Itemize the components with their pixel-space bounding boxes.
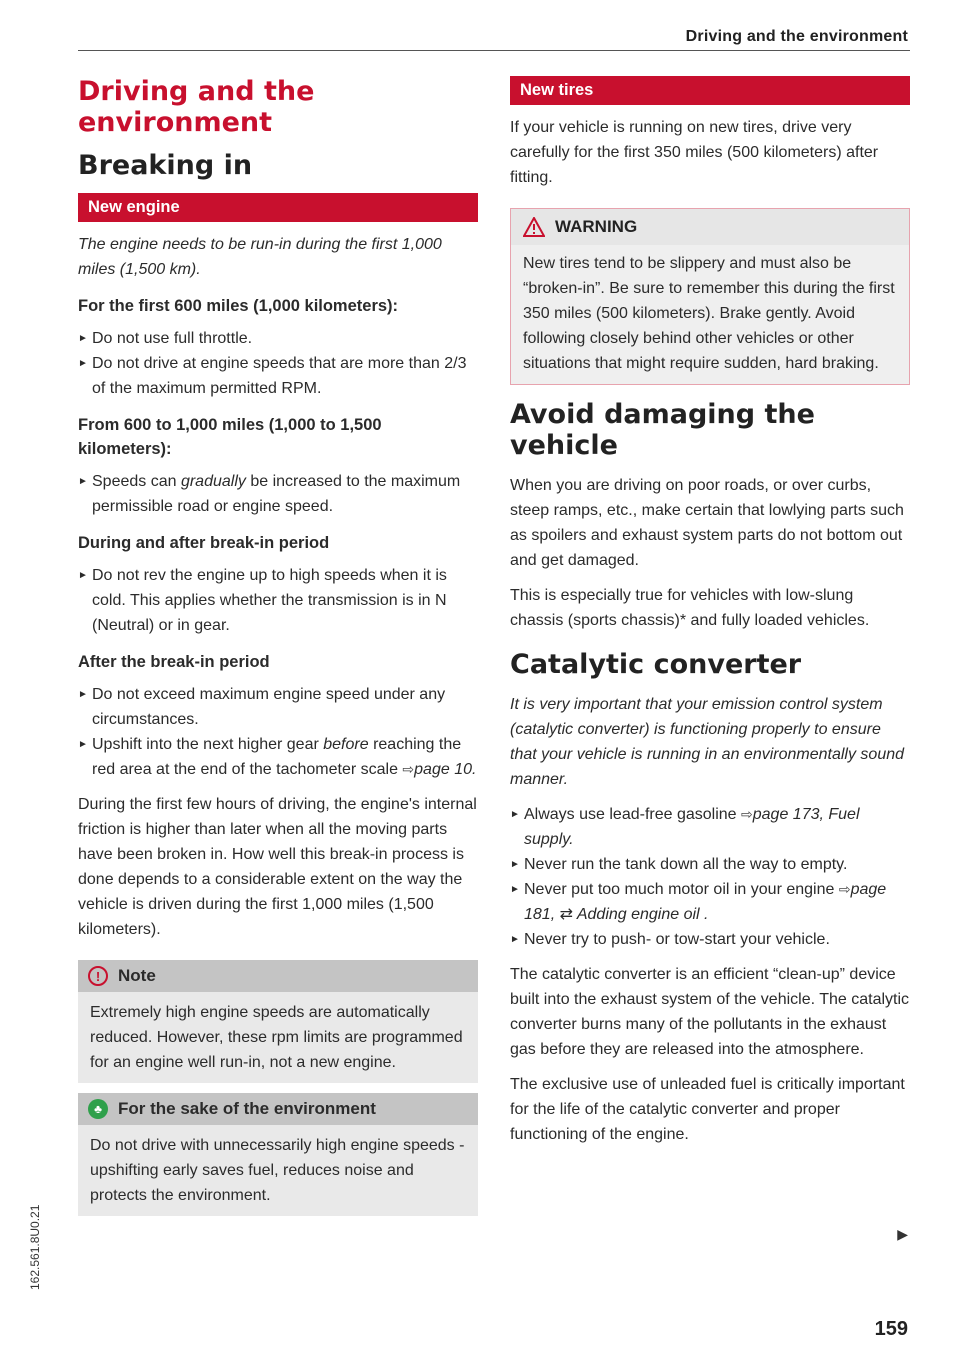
page-reference-arrow-icon: ⇨ [838, 881, 851, 897]
list-item: ► Do not rev the engine up to high speeds when it is cold. This applies whether the transmission is in N (Neutral) or in gear. [78, 563, 478, 638]
catalytic-paragraph-2: The exclusive use of unleaded fuel is critically important for the life of the catalytic converter and proper functioning of the engine. [510, 1076, 905, 1143]
right-column [510, 76, 910, 1157]
text: Upshift into the next higher gear [92, 736, 324, 753]
text: reaching the red area at the end of the tachometer scale [92, 736, 462, 778]
subheading-during-after: During and after break-in period [78, 534, 330, 552]
text: Speeds can [92, 473, 181, 490]
list-item [510, 802, 910, 852]
tires-paragraph: If your vehicle is running on new tires, drive very carefully for the first 350 miles (500 kilometers) after fitting. [510, 119, 879, 186]
catalytic-title: Catalytic converter [510, 649, 802, 680]
warning-header [511, 209, 909, 245]
environment-body [78, 1125, 478, 1216]
list-600-1000 [78, 469, 478, 519]
list-first-600 [78, 326, 478, 401]
warning-title: WARNING [555, 217, 638, 236]
note-title: Note [118, 966, 156, 985]
subsection-bar-new-engine: New engine [78, 193, 478, 222]
page-reference-link[interactable]: page 10. [414, 761, 477, 778]
subheading-first-600: For the first 600 miles (1,000 kilometers): [78, 297, 399, 315]
note-box [78, 960, 478, 1083]
list-item: ► Do not use full throttle. [78, 326, 478, 351]
text: Never put too much motor oil in your engine [524, 881, 839, 898]
page-reference-arrow-icon: ⇨ [402, 761, 415, 777]
avoid-paragraph-2: This is especially true for vehicles with low-slung chassis (sports chassis)* and fully loaded vehicles. [510, 587, 870, 629]
page-reference-arrow-icon: ⇨ [741, 806, 753, 822]
catalytic-intro: It is very important that your emission control system (catalytic converter) is functioning properly to ensure that your vehicle is running in an environmentally sound manner. [510, 696, 905, 788]
environment-header [78, 1093, 478, 1125]
environment-title: For the sake of the environment [118, 1099, 376, 1118]
list-item: ► Do not drive at engine speeds that are more than 2/3 of the maximum permitted RPM. [78, 351, 478, 401]
note-text: Extremely high engine speeds are automatically reduced. However, these rpm limits are programmed for an engine well run-in, not a new engine. [90, 1004, 463, 1071]
warning-triangle-icon [523, 217, 545, 237]
intro-text: The engine needs to be run-in during the first 1,000 miles (1,500 km). [78, 236, 442, 278]
note-body [78, 992, 478, 1083]
header-rule [78, 50, 910, 51]
side-code: 162.561.8U0.21 [28, 1204, 42, 1290]
note-header [78, 960, 478, 992]
subheading-after-break-in: After the break-in period [78, 653, 270, 671]
emphasis: gradually [180, 473, 246, 490]
environment-text: Do not drive with unnecessarily high engine speeds - upshifting early saves fuel, reduces noise and protects the environment. [90, 1137, 465, 1204]
emphasis: before [323, 736, 369, 753]
list-item: ► Do not exceed maximum engine speed under any circumstances. [78, 682, 478, 732]
list-during-after [78, 563, 478, 638]
environment-icon: ♣ [88, 1099, 108, 1119]
page-number: 159 [874, 1318, 908, 1340]
catalytic-list [510, 802, 910, 952]
catalytic-paragraph-1: The catalytic converter is an efficient “clean-up” device built into the exhaust system of the vehicle. The catalytic converter burns many of the pollutants in the exhaust gas before they are released into the atmosphere. [510, 966, 910, 1058]
text: Always use lead-free gasoline [524, 806, 742, 823]
break-in-paragraph: During the first few hours of driving, the engine's internal friction is higher than later when all the moving parts have been broken in. How well this break-in process is done depends to a considerable extent on the way the vehicle is driven during the first 1,000 miles (1,500 kilometers). [78, 796, 477, 938]
environment-box [78, 1093, 478, 1216]
left-column [78, 70, 478, 1216]
chapter-title: Driving and the environment [78, 76, 315, 138]
list-item [510, 877, 910, 927]
warning-box [510, 208, 910, 385]
info-icon: ! [88, 966, 108, 986]
list-item: ► Never try to push- or tow-start your vehicle. [510, 927, 910, 952]
avoid-paragraph-1: When you are driving on poor roads, or over curbs, steep ramps, etc., make certain that lowlying parts such as spoilers and exhaust system parts do not bottom out and get damaged. [510, 477, 904, 569]
section-title: Breaking in [78, 150, 253, 181]
list-item [78, 469, 478, 519]
subsection-bar-new-tires: New tires [510, 76, 910, 105]
list-after-break-in [78, 682, 478, 782]
warning-body [511, 245, 909, 384]
warning-text: New tires tend to be slippery and must also be “broken-in”. Be sure to remember this during the first 350 miles (500 kilometers). Brake gently. Avoid following closely behind other vehicles or other situations that might require sudden, hard braking. [523, 255, 895, 372]
subheading-600-1000: From 600 to 1,000 miles (1,000 to 1,500 kilometers): [78, 416, 382, 458]
running-header: Driving and the environment [685, 28, 908, 45]
page-reference-link[interactable]: page 181, ⇄ Adding engine oil . [524, 881, 887, 923]
list-item: ► Never run the tank down all the way to empty. [510, 852, 910, 877]
text: be increased to the maximum permissible road or engine speed. [92, 473, 461, 515]
continue-arrow-icon: ▶ [897, 1226, 908, 1242]
list-item [78, 732, 478, 782]
avoid-damage-title: Avoid damaging the vehicle [510, 399, 815, 461]
page-reference-link[interactable]: page 173, Fuel supply. [524, 806, 860, 848]
